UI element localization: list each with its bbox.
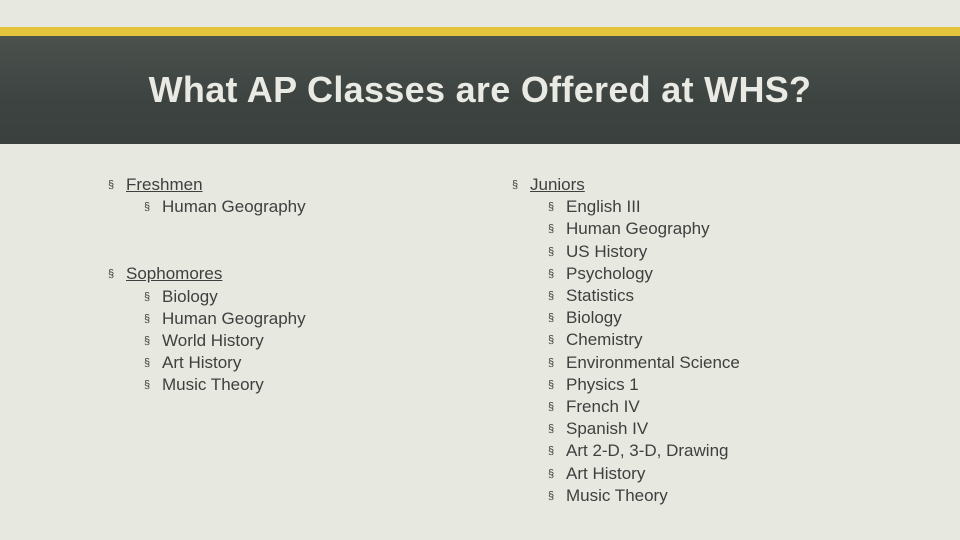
list-item	[548, 241, 932, 263]
list-item	[548, 285, 932, 307]
accent-bar	[0, 27, 960, 36]
bullet-icon: §	[548, 401, 555, 414]
list-item	[548, 307, 932, 329]
list-item-label: Music Theory	[162, 375, 264, 395]
list-item-label: Human Geography	[162, 197, 306, 217]
list-item-label: Psychology	[566, 263, 653, 283]
list-item-label: Art History	[566, 463, 646, 483]
list-item-label: Music Theory	[566, 485, 668, 505]
list-item	[548, 196, 932, 218]
list-item	[548, 263, 932, 285]
list-item	[144, 330, 468, 352]
bullet-icon: §	[548, 201, 555, 214]
list-item-label: Human Geography	[566, 219, 710, 239]
group-heading	[512, 174, 932, 196]
spacer	[108, 218, 468, 263]
list-item	[548, 418, 932, 440]
bullet-icon: §	[548, 312, 555, 325]
group-juniors	[512, 174, 932, 507]
group-heading	[108, 263, 468, 285]
list-item	[548, 485, 932, 507]
list-item	[548, 396, 932, 418]
list-item-label: Spanish IV	[566, 419, 649, 439]
list-item-label: Human Geography	[162, 308, 306, 328]
bullet-icon: §	[548, 467, 555, 480]
bullet-icon: §	[144, 357, 151, 370]
bullet-icon: §	[144, 201, 151, 214]
list-item-label: Chemistry	[566, 330, 643, 350]
bullet-icon: §	[548, 290, 555, 303]
list-item-label: US History	[566, 241, 648, 261]
list-item-label: Biology	[566, 308, 622, 328]
bullet-icon: §	[548, 489, 555, 502]
bullet-icon: §	[548, 445, 555, 458]
group-freshmen	[108, 174, 468, 218]
list-item	[548, 352, 932, 374]
list-item-label: Biology	[162, 286, 218, 306]
bullet-icon: §	[548, 356, 555, 369]
list-item	[144, 374, 468, 396]
right-column	[512, 174, 932, 507]
list-item-label: Statistics	[566, 286, 635, 306]
group-heading-label: Freshmen	[126, 175, 203, 194]
list-item-label: World History	[162, 331, 264, 351]
list-item	[548, 374, 932, 396]
list-item-label: Physics 1	[566, 374, 639, 394]
bullet-icon: §	[144, 379, 151, 392]
bullet-icon: §	[108, 179, 115, 191]
list-item-label: Environmental Science	[566, 352, 740, 372]
group-heading-label: Juniors	[530, 175, 585, 194]
list-item	[548, 463, 932, 485]
left-column	[108, 174, 468, 397]
list-item-label: English III	[566, 197, 641, 217]
list-item-label: Art History	[162, 353, 242, 373]
list-item	[548, 329, 932, 351]
list-item	[144, 286, 468, 308]
bullet-icon: §	[548, 378, 555, 391]
group-sophomores	[108, 263, 468, 396]
bullet-icon: §	[548, 223, 555, 236]
bullet-icon: §	[548, 423, 555, 436]
group-heading	[108, 174, 468, 196]
group-heading-label: Sophomores	[126, 264, 223, 284]
bullet-icon: §	[548, 267, 555, 280]
slide-title: What AP Classes are Offered at WHS?	[148, 69, 812, 110]
list-item	[548, 218, 932, 240]
list-item-label: French IV	[566, 397, 640, 417]
bullet-icon: §	[144, 335, 151, 348]
bullet-icon: §	[512, 179, 519, 191]
list-item	[144, 196, 468, 218]
list-item	[144, 308, 468, 330]
list-item-label: Art 2-D, 3-D, Drawing	[566, 441, 729, 461]
bullet-icon: §	[548, 245, 555, 258]
list-item	[144, 352, 468, 374]
list-item	[548, 440, 932, 462]
bullet-icon: §	[144, 312, 151, 325]
bullet-icon: §	[144, 290, 151, 303]
bullet-icon: §	[108, 268, 115, 281]
bullet-icon: §	[548, 334, 555, 347]
